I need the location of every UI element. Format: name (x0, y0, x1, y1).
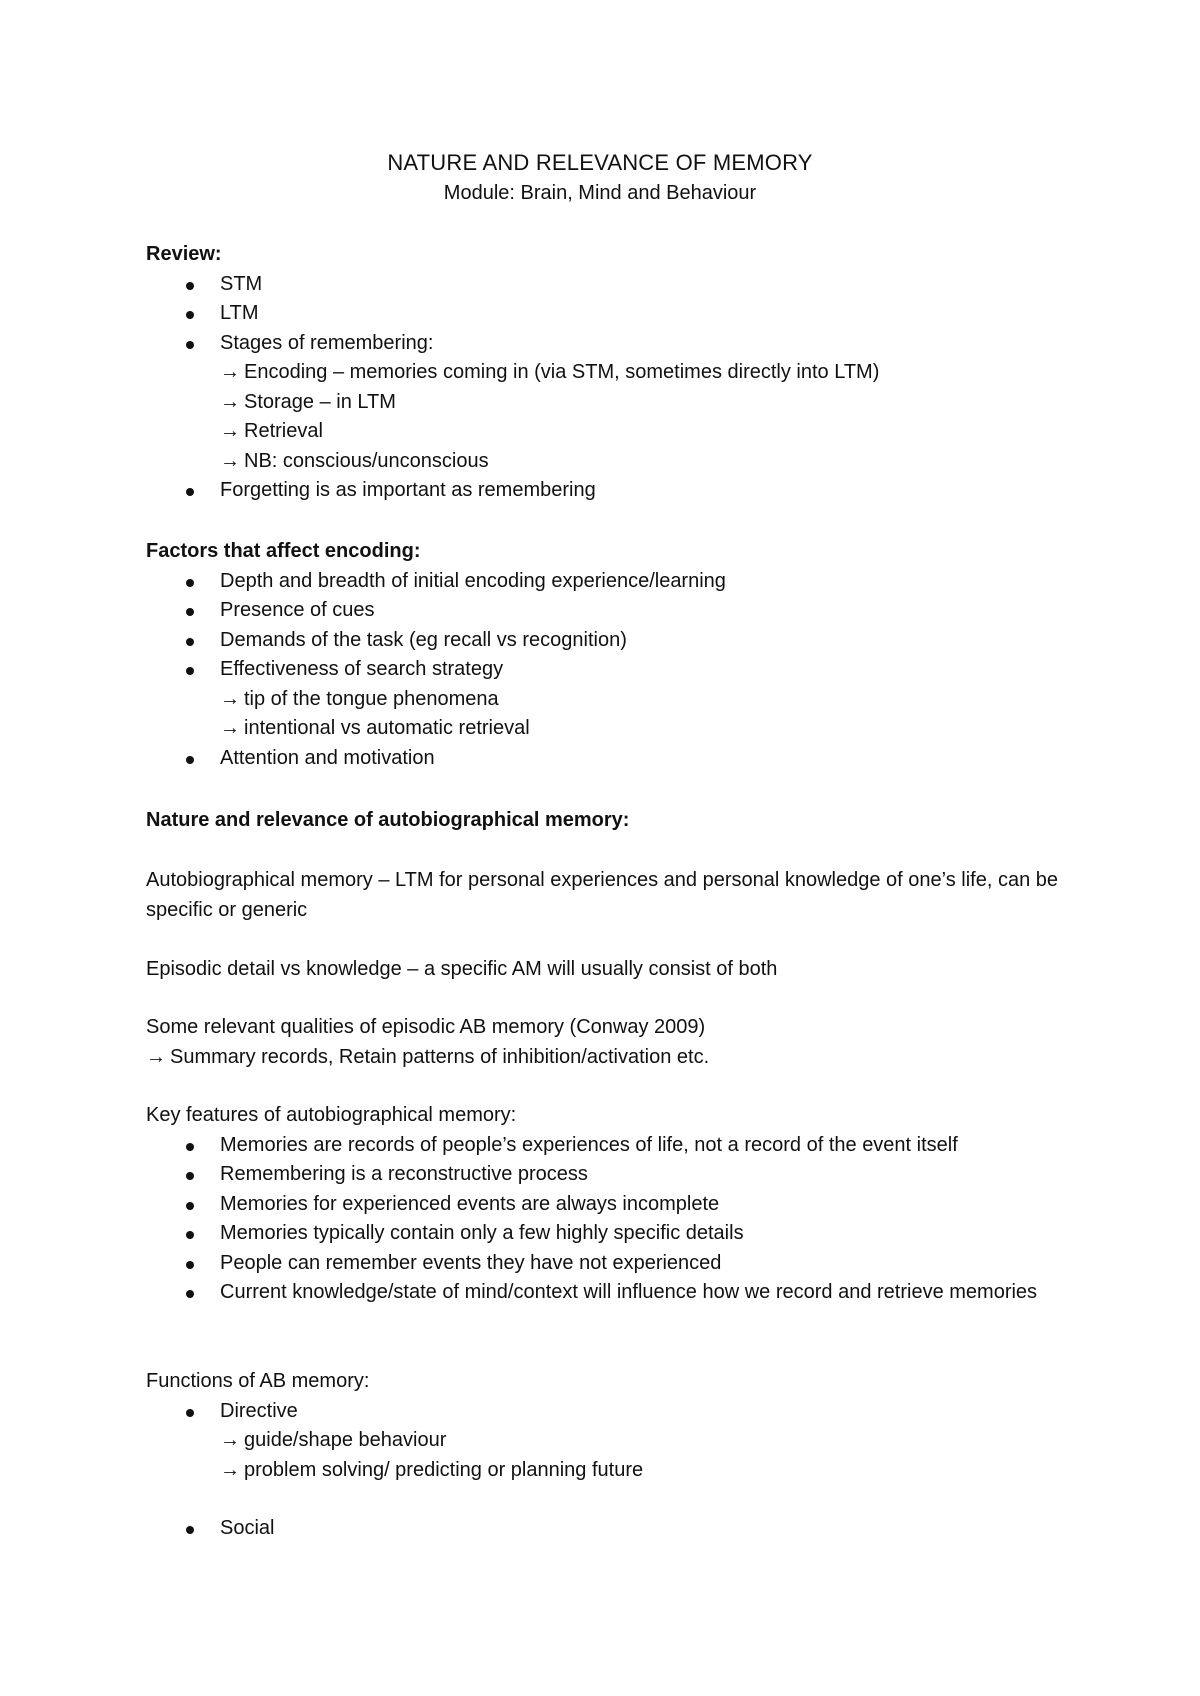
autobiographical-heading: Nature and relevance of autobiographical memory: (146, 809, 630, 831)
list-item: Memories typically contain only a few highly specific details (146, 1219, 1066, 1249)
bullet-icon (186, 488, 194, 496)
bullet-icon (186, 1526, 194, 1534)
bullet-icon (186, 1290, 194, 1298)
qualities-paragraph: Some relevant qualities of episodic AB memory (Conway 2009) → Summary records, Retain patterns of inhibition/activation etc. (146, 1013, 1066, 1072)
review-heading: Review: (146, 243, 222, 265)
list-item: Effectiveness of search strategy (146, 655, 1066, 685)
list-item: People can remember events they have not experienced (146, 1249, 1066, 1279)
bullet-icon (186, 756, 194, 764)
encoding-section (146, 537, 1066, 773)
review-section (146, 240, 1066, 506)
arrow-icon: → (220, 420, 240, 442)
list-item: Current knowledge/state of mind/context will influence how we record and retrieve memories (146, 1278, 1066, 1308)
sub-item: → Encoding – memories coming in (via STM, sometimes directly into LTM) (220, 361, 880, 383)
autobiographical-section (146, 806, 1066, 836)
bullet-icon (186, 1172, 194, 1180)
bullet-icon (186, 638, 194, 646)
bullet-icon (186, 579, 194, 587)
sub-item: → Storage – in LTM (220, 390, 396, 413)
bullet-icon (186, 1143, 194, 1151)
sub-item: → Retrieval (220, 420, 323, 442)
arrow-icon: → (146, 1045, 166, 1068)
functions-intro: Functions of AB memory: (146, 1370, 370, 1392)
sub-item: → problem solving/ predicting or planning future (220, 1458, 644, 1481)
bullet-icon (186, 667, 194, 675)
document-subtitle: Module: Brain, Mind and Behaviour (443, 182, 757, 204)
list-item: STM (146, 270, 1066, 300)
autobiographical-definition: Autobiographical memory – LTM for personal experiences and personal knowledge of one’s life, can be specific or generic (146, 869, 1059, 921)
bullet-icon (186, 1202, 194, 1210)
bullet-icon (186, 311, 194, 319)
sub-item: → intentional vs automatic retrieval (220, 717, 530, 739)
list-item: Demands of the task (eg recall vs recognition) (146, 626, 1066, 656)
functions-section (146, 1367, 1066, 1485)
list-item: Depth and breadth of initial encoding experience/learning (146, 567, 1066, 597)
list-item: Memories for experienced events are always incomplete (146, 1190, 1066, 1220)
arrow-icon: → (220, 687, 240, 710)
list-item: Attention and motivation (146, 744, 1066, 774)
list-item: Presence of cues (146, 596, 1066, 626)
list-item: Memories are records of people’s experiences of life, not a record of the event itself (146, 1131, 1066, 1161)
arrow-icon: → (220, 390, 240, 413)
bullet-icon (186, 341, 194, 349)
list-item: Remembering is a reconstructive process (146, 1160, 1066, 1190)
bullet-icon (186, 608, 194, 616)
arrow-icon: → (220, 449, 240, 472)
list-item: Directive (146, 1397, 1066, 1427)
key-features-section (146, 1101, 1066, 1308)
bullet-icon (186, 282, 194, 290)
bullet-icon (186, 1231, 194, 1239)
episodic-detail-paragraph: Episodic detail vs knowledge – a specific AM will usually consist of both (146, 958, 778, 980)
sub-item: → guide/shape behaviour (220, 1429, 447, 1451)
sub-item: → tip of the tongue phenomena (220, 687, 499, 710)
list-item: LTM (146, 299, 1066, 329)
list-item: Forgetting is as important as remembering (146, 476, 1066, 506)
list-item: Social (146, 1514, 1066, 1544)
sub-item: → Summary records, Retain patterns of inhibition/activation etc. (146, 1045, 710, 1068)
sub-item: → NB: conscious/unconscious (220, 449, 489, 472)
list-item: Stages of remembering: (146, 329, 1066, 359)
bullet-icon (186, 1261, 194, 1269)
bullet-icon (186, 1409, 194, 1417)
arrow-icon: → (220, 717, 240, 739)
document-title: NATURE AND RELEVANCE OF MEMORY (387, 150, 813, 175)
key-features-intro: Key features of autobiographical memory: (146, 1104, 517, 1126)
arrow-icon: → (220, 1458, 240, 1481)
arrow-icon: → (220, 361, 240, 383)
functions-social (146, 1514, 1066, 1544)
encoding-heading: Factors that affect encoding: (146, 540, 421, 562)
arrow-icon: → (220, 1429, 240, 1451)
